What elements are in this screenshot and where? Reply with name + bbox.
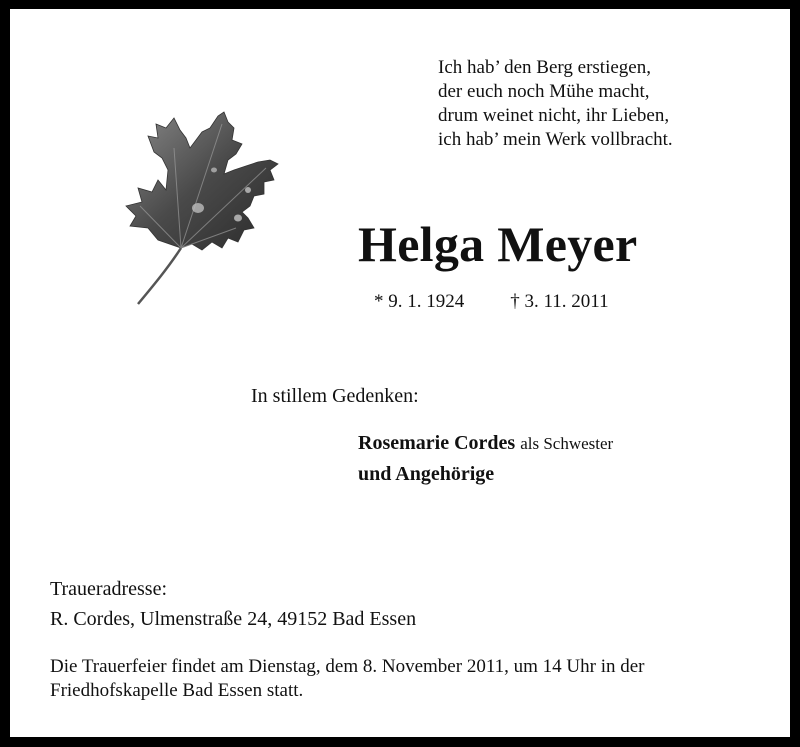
poem-line: ich hab’ mein Werk vollbracht. bbox=[438, 129, 673, 150]
life-dates bbox=[374, 291, 609, 313]
memorial-heading: In stillem Gedenken: bbox=[251, 385, 419, 407]
notice-line: Friedhofskapelle Bad Essen statt. bbox=[50, 680, 304, 701]
poem-line: drum weinet nicht, ihr Lieben, bbox=[438, 105, 670, 126]
maple-leaf-icon bbox=[118, 108, 288, 308]
poem-line: der euch noch Mühe macht, bbox=[438, 81, 650, 102]
funeral-notice bbox=[50, 655, 770, 703]
mourner-line bbox=[358, 428, 613, 459]
mourning-address bbox=[50, 574, 416, 634]
other-mourners-text: und Angehörige bbox=[358, 463, 495, 485]
mourner-relation: als Schwester bbox=[520, 434, 614, 453]
obituary-card bbox=[10, 9, 790, 737]
poem-line: Ich hab’ den Berg erstiegen, bbox=[438, 57, 651, 78]
birth-date: * 9. 1. 1924 bbox=[374, 291, 465, 312]
death-date: † 3. 11. 2011 bbox=[510, 291, 609, 312]
notice-line: Die Trauerfeier findet am Dienstag, dem 8. November 2011, um 14 Uhr in der bbox=[50, 656, 645, 677]
other-mourners bbox=[358, 459, 613, 489]
poem bbox=[438, 56, 673, 152]
mourner-name: Rosemarie Cordes bbox=[358, 432, 516, 454]
address-label: Traueradresse: bbox=[50, 578, 168, 600]
deceased-name: Helga Meyer bbox=[358, 216, 638, 272]
mourners bbox=[358, 428, 613, 489]
address-value: R. Cordes, Ulmenstraße 24, 49152 Bad Essen bbox=[50, 608, 417, 630]
